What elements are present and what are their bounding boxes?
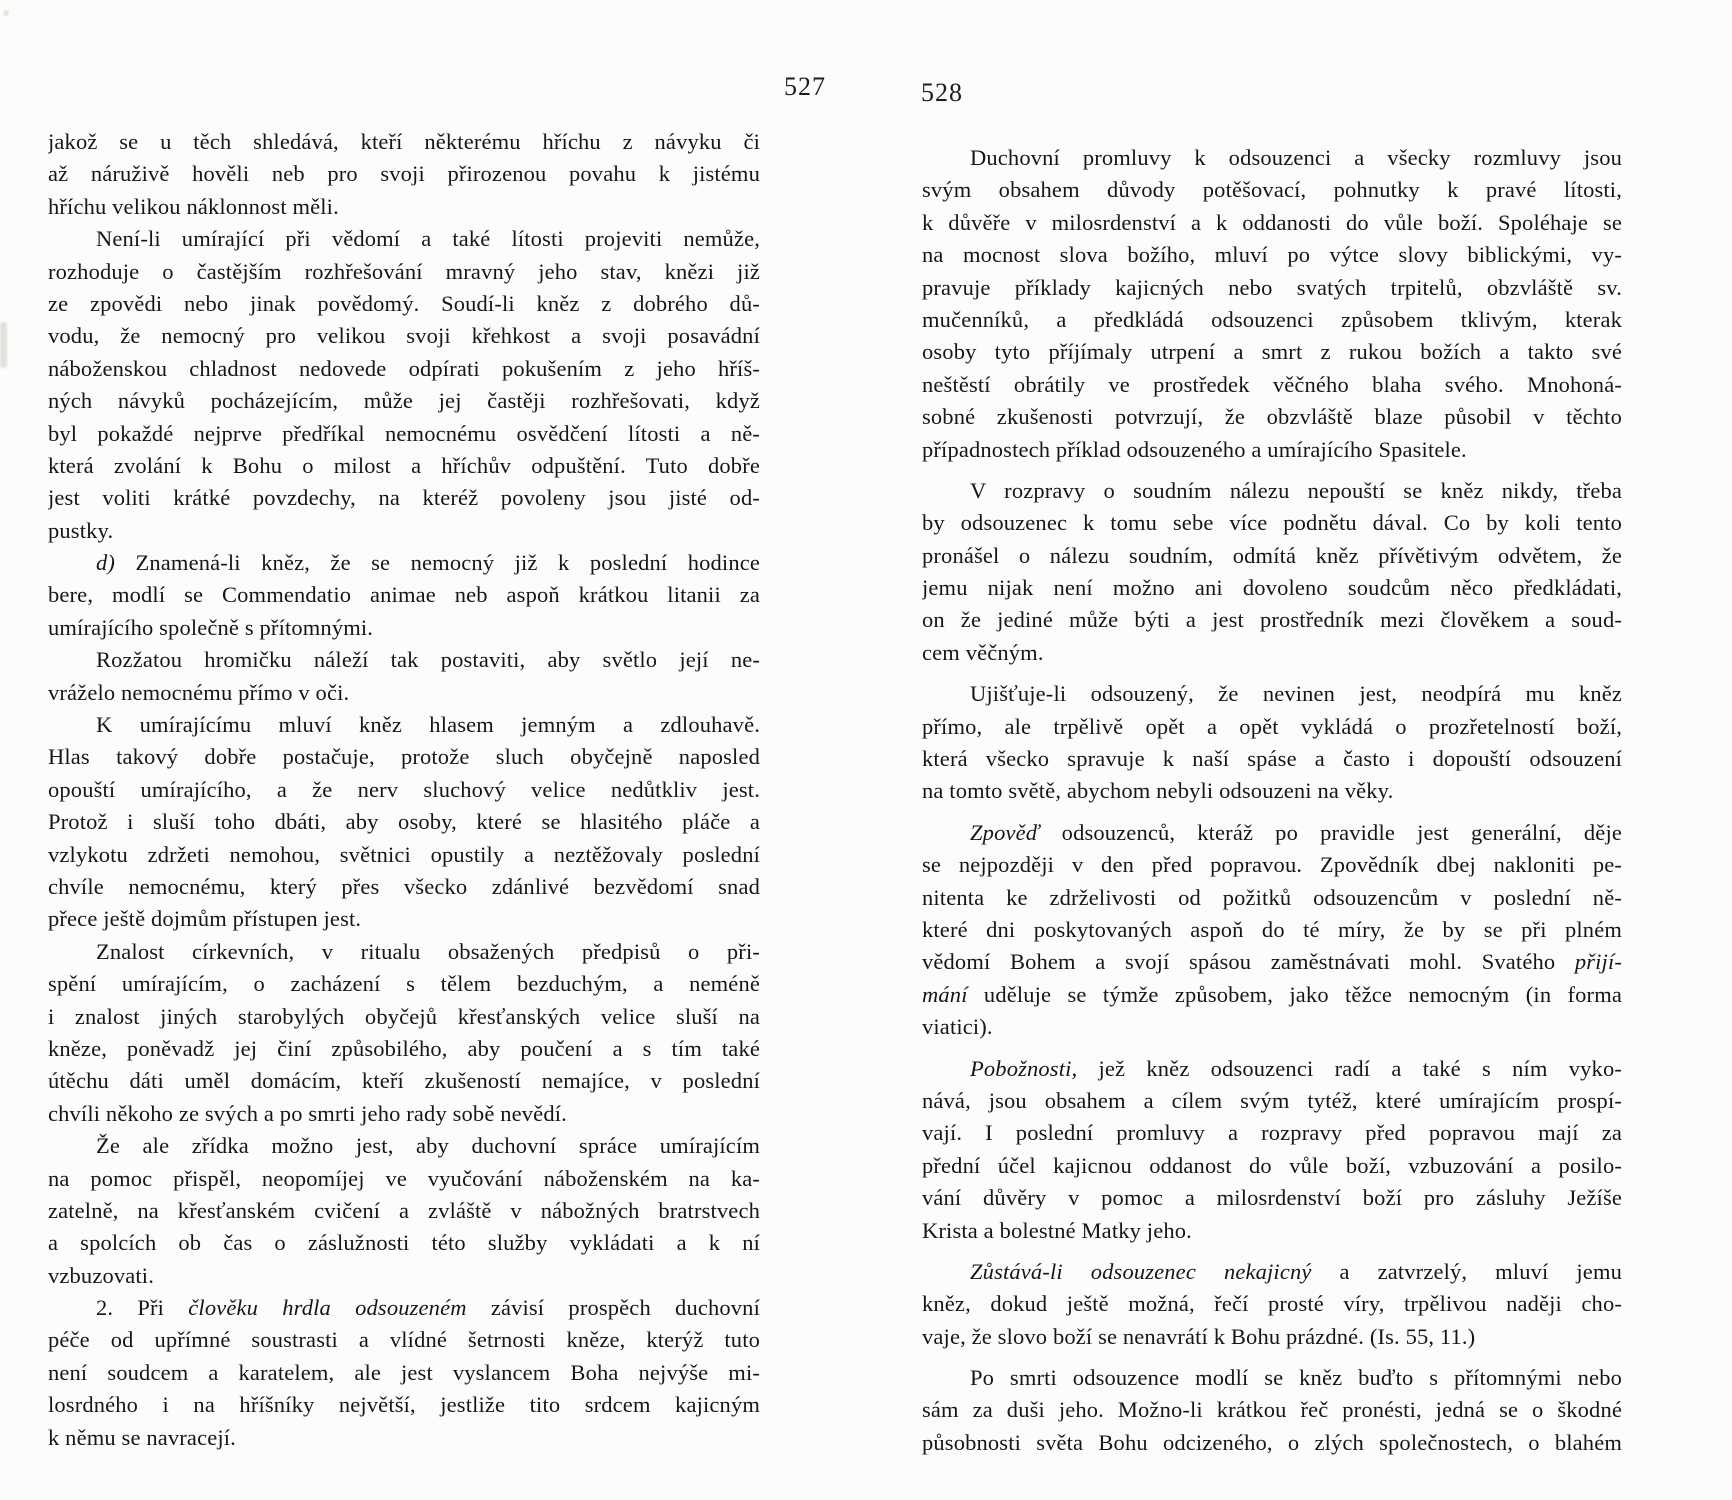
text-line xyxy=(922,882,1622,914)
text-segment: chvíli někoho ze svých a po smrti jeho rady sobě nevědí. xyxy=(48,1100,567,1126)
text-line xyxy=(48,677,760,709)
text-line xyxy=(48,579,760,611)
text-segment: viatici). xyxy=(922,1014,993,1040)
text-segment: Rozžatou hromičku náleží tak postaviti, aby světlo její ne- xyxy=(96,647,760,673)
text-line xyxy=(922,336,1622,368)
text-segment: působnosti světa Bohu odcizeného, o zlých společnostech, o blahém xyxy=(922,1429,1622,1455)
right-text-column xyxy=(922,142,1622,1459)
text-segment: pravuje příklady kajicných nebo svatých trpitelů, obzvláště sv. xyxy=(922,274,1622,300)
text-segment: jež kněz odsouzenci radí a také s ním vyko- xyxy=(1077,1055,1622,1081)
italic-text-segment: Pobožnosti, xyxy=(970,1055,1078,1081)
text-segment: Není-li umírající při vědomí a také lítosti projeviti nemůže, xyxy=(96,226,760,252)
text-segment: svým obsahem důvody potěšovací, pohnutky k pravé lítosti, xyxy=(922,177,1622,203)
text-segment: vzlykotu zdržeti nemohou, světnici opustily a neztěžovaly poslední xyxy=(48,841,760,867)
text-segment: sám za duši jeho. Možno-li krátkou řeč pronésti, jedná se o škodné xyxy=(922,1397,1622,1423)
text-line xyxy=(48,1130,760,1162)
text-segment: on že jediné může býti a jest prostředník mezi člověkem a soud- xyxy=(922,607,1622,633)
text-segment: útěchu dáti uměl domácím, kteří zkušeností nemajíce, v poslední xyxy=(48,1068,760,1094)
text-line xyxy=(922,1321,1622,1353)
text-segment: ných návyků pocházejícím, může jej častěji rozhřešovati, když xyxy=(48,388,760,414)
italic-text-segment: d) xyxy=(96,550,136,576)
text-segment: pronášel o nálezu soudním, odmítá kněz přívětivým odvětem, že xyxy=(922,542,1622,568)
text-segment: K umírajícímu mluví kněz hlasem jemným a zdlouhavě. xyxy=(96,712,760,738)
text-segment: péče od upřímné soustrasti a vlídné šetrnosti kněze, kterýž tuto xyxy=(48,1327,760,1353)
text-segment: na pomoc přispěl, neopomíjej ve vyučování náboženském na ka- xyxy=(48,1165,760,1191)
text-segment: Protož i sluší toho dbáti, aby osoby, které se hlasitého pláče a xyxy=(48,809,760,835)
text-segment: až náruživě hověli neb pro svoji přirozenou povahu k jistému xyxy=(48,161,760,187)
text-line xyxy=(922,678,1622,710)
text-line xyxy=(48,158,760,190)
text-line xyxy=(922,475,1622,507)
text-segment: neštěstí obrátily ve prostředek věčného blaha svého. Mnohoná- xyxy=(922,371,1622,397)
text-segment: sobné zkušenosti potvrzují, že obzvláště blaze působil v těchto xyxy=(922,404,1622,430)
text-line xyxy=(48,644,760,676)
text-line xyxy=(922,1394,1622,1426)
text-line xyxy=(48,1422,760,1454)
text-line xyxy=(48,385,760,417)
text-line xyxy=(48,839,760,871)
italic-text-segment: Zpověď xyxy=(970,819,1040,845)
text-line xyxy=(922,1150,1622,1182)
text-segment: opouští umírajícího, a že nerv sluchový velice nedůtkliv jest. xyxy=(48,776,760,802)
text-segment: hříchu velikou náklonnost měli. xyxy=(48,193,339,219)
text-segment: V rozpravy o soudním nálezu nepouští se kněz nikdy, třeba xyxy=(970,477,1622,503)
text-segment: umírajícího společně s přítomnými. xyxy=(48,614,374,640)
text-segment: nitenta ke zdrželivosti od požitků odsouzencům v poslední ně- xyxy=(922,884,1622,910)
text-line xyxy=(922,914,1622,946)
text-line xyxy=(922,637,1622,669)
text-segment: Duchovní promluvy k odsouzenci a všecky rozmluvy jsou xyxy=(970,145,1622,170)
text-segment: Znamená-li kněz, že se nemocný již k poslední hodince xyxy=(135,550,760,576)
text-line xyxy=(48,709,760,741)
text-line xyxy=(922,207,1622,239)
text-segment: chvíle nemocnému, který přes všecko zdánlivé bezvědomí snad xyxy=(48,873,760,899)
text-line xyxy=(922,434,1622,466)
text-segment: ze zpovědi nebo jinak povědomý. Soudí-li kněz z dobrého dů- xyxy=(48,290,760,316)
text-line xyxy=(922,1362,1622,1394)
text-line xyxy=(922,401,1622,433)
text-segment: Hlas takový dobře postačuje, protože sluch obyčejně naposled xyxy=(48,744,760,770)
text-segment: pustky. xyxy=(48,517,114,543)
text-line xyxy=(48,871,760,903)
text-line xyxy=(922,572,1622,604)
text-line xyxy=(922,142,1622,174)
text-line xyxy=(48,1324,760,1356)
text-segment: 2. Při xyxy=(96,1295,189,1321)
text-segment: odsouzenců, kteráž po pravidle jest generální, děje xyxy=(1039,819,1622,845)
text-line xyxy=(48,1163,760,1195)
text-segment: na mocnost slova božího, mluví po výtce slovy biblickými, vy- xyxy=(922,242,1622,268)
text-line xyxy=(922,1053,1622,1085)
text-segment: by odsouzenec k tomu sebe více podnětu dával. Co by koli tento xyxy=(922,510,1622,536)
text-line xyxy=(48,515,760,547)
text-segment: k důvěře v milosrdenství a k oddanosti do vůle boží. Spoléhaje se xyxy=(922,209,1622,235)
text-line xyxy=(922,1011,1622,1043)
scan-smudge-artifact xyxy=(0,322,7,368)
text-segment: nává, jsou obsahem a cílem svým tytéž, které umírajícím prospí- xyxy=(922,1087,1622,1113)
text-line xyxy=(48,450,760,482)
text-line xyxy=(48,1357,760,1389)
text-line xyxy=(48,353,760,385)
text-segment: a spolcích ob čas o záslužnosti této služby vykládati a k ní xyxy=(48,1230,760,1256)
text-line xyxy=(48,1227,760,1259)
text-line xyxy=(922,979,1622,1011)
text-segment: náboženskou chladnost nedovede odpírati pokušením z jeho hříš- xyxy=(48,355,760,381)
text-line xyxy=(48,903,760,935)
text-segment: vodu, že nemocný pro velikou svoji křehkost a svoji posavádní xyxy=(48,323,760,349)
text-line xyxy=(922,304,1622,336)
text-segment: vaje, že slovo boží se nenavrátí k Bohu prázdné. (Is. 55, 11.) xyxy=(922,1323,1476,1349)
text-segment: závisí prospěch duchovní xyxy=(466,1295,760,1321)
text-line xyxy=(922,1182,1622,1214)
text-line xyxy=(48,1195,760,1227)
text-line xyxy=(48,612,760,644)
text-line xyxy=(922,1288,1622,1320)
text-segment: případnostech příklad odsouzeného a umírajícího Spasitele. xyxy=(922,436,1467,462)
text-line xyxy=(48,1098,760,1130)
text-segment: která všecko spravuje k naší spáse a často i dopouští odsouzení xyxy=(922,746,1622,772)
text-segment: rozhoduje o častějším rozhřešování mravný jeho stav, knězi již xyxy=(48,258,760,284)
scan-speck-artifact xyxy=(3,10,9,16)
text-segment: se nejpozději v den před popravou. Zpovědník dbej nakloniti pe- xyxy=(922,852,1622,878)
text-segment: Znalost církevních, v ritualu obsažených předpisů o při- xyxy=(96,938,760,964)
text-line xyxy=(922,775,1622,807)
text-line xyxy=(922,239,1622,271)
text-line xyxy=(48,1389,760,1421)
text-segment: které dni poskytovaných aspoň do té míry, že by se při plném xyxy=(922,916,1622,942)
text-line xyxy=(48,1001,760,1033)
text-segment: jakož se u těch shledává, kteří některému hříchu z návyku či xyxy=(48,129,760,154)
left-text-column xyxy=(48,126,760,1454)
text-segment: jemu nijak není možno ani dovoleno soudcům něco předkládati, xyxy=(922,575,1622,601)
text-segment: která zvolání k Bohu o milost a hříchův odpuštění. Tuto dobře xyxy=(48,452,760,478)
text-line xyxy=(48,288,760,320)
text-line xyxy=(48,1292,760,1324)
text-line xyxy=(48,806,760,838)
text-line xyxy=(922,174,1622,206)
text-segment: Ujišťuje-li odsouzený, že nevinen jest, neodpírá mu kněz xyxy=(970,681,1622,707)
text-line xyxy=(48,482,760,514)
italic-text-segment: přijí- xyxy=(1574,949,1622,975)
text-segment: přece ještě dojmům přístupen jest. xyxy=(48,906,362,932)
text-segment: cem věčným. xyxy=(922,639,1044,665)
text-line xyxy=(48,126,760,158)
text-segment: bere, modlí se Commendatio animae neb aspoň krátkou litanii za xyxy=(48,582,760,608)
text-line xyxy=(922,507,1622,539)
text-line xyxy=(922,946,1622,978)
text-line xyxy=(922,711,1622,743)
text-line xyxy=(922,1085,1622,1117)
text-segment: na tomto světě, abychom nebyli odsouzeni na věky. xyxy=(922,778,1394,804)
text-line xyxy=(48,547,760,579)
text-segment: není soudcem a karatelem, ale jest vyslancem Boha nejvýše mi- xyxy=(48,1359,760,1385)
text-line xyxy=(922,604,1622,636)
text-line xyxy=(922,1215,1622,1247)
text-line xyxy=(48,223,760,255)
text-segment: uděluje se týmže způsobem, jako těžce nemocným (in forma xyxy=(967,981,1622,1007)
text-line xyxy=(922,1256,1622,1288)
text-line xyxy=(48,256,760,288)
text-segment: přední účel kajicnou oddanost do vůle boží, vzbuzování a posilo- xyxy=(922,1152,1622,1178)
text-line xyxy=(48,968,760,1000)
text-segment: zatelně, na křesťanském cvičení a zvláště v nábožných bratrstvech xyxy=(48,1197,760,1223)
text-line xyxy=(922,849,1622,881)
text-line xyxy=(922,540,1622,572)
text-segment: spění umírajícím, o zacházení s tělem bezduchým, a neméně xyxy=(48,971,760,997)
italic-text-segment: člověku hrdla odsouzeném xyxy=(188,1295,467,1321)
text-segment: vráželo nemocnému přímo v oči. xyxy=(48,679,350,705)
text-segment: jest voliti krátké povzdechy, na kteréž povoleny jsou jisté od- xyxy=(48,485,760,511)
text-line xyxy=(48,1065,760,1097)
page-number-left: 527 xyxy=(784,72,826,101)
text-line xyxy=(48,1260,760,1292)
italic-text-segment: Zůstává-li odsouzenec nekajicný xyxy=(970,1258,1312,1284)
text-segment: kněz, dokud ještě možná, řečí prosté víry, trpělivou naději cho- xyxy=(922,1291,1622,1317)
text-segment: Krista a bolestné Matky jeho. xyxy=(922,1217,1192,1243)
page-number-right: 528 xyxy=(921,78,963,107)
text-segment: vají. I poslední promluvy a rozpravy před popravou mají za xyxy=(922,1120,1622,1146)
text-line xyxy=(48,320,760,352)
text-line xyxy=(922,817,1622,849)
text-line xyxy=(48,741,760,773)
text-line xyxy=(922,369,1622,401)
text-line xyxy=(48,774,760,806)
text-line xyxy=(922,743,1622,775)
text-line xyxy=(48,418,760,450)
text-segment: Po smrti odsouzence modlí se kněz buďto s přítomnými nebo xyxy=(970,1365,1622,1391)
text-line xyxy=(48,1033,760,1065)
text-segment: losrdného i na hříšníky největší, jestliže tito srdcem kajicným xyxy=(48,1392,760,1418)
text-segment: přímo, ale trpělivě opět a opět vykládá o prozřetelností boží, xyxy=(922,713,1622,739)
italic-text-segment: mání xyxy=(922,981,968,1007)
text-line xyxy=(922,1117,1622,1149)
text-segment: Že ale zřídka možno jest, aby duchovní spráce umírajícím xyxy=(96,1133,760,1159)
text-segment: k němu se navracejí. xyxy=(48,1424,236,1450)
text-segment: vědomí Bohem a svojí spásou zaměstnávati mohl. Svatého xyxy=(922,949,1575,975)
text-segment: kněze, poněvadž jej činí způsobilého, aby poučení a s tím také xyxy=(48,1035,760,1061)
text-segment: osoby tyto příjímaly utrpení a smrt z rukou božích a takto své xyxy=(922,339,1622,365)
text-line xyxy=(48,191,760,223)
text-line xyxy=(922,1427,1622,1459)
text-segment: a zatvrzelý, mluví jemu xyxy=(1311,1258,1622,1284)
text-segment: vzbuzovati. xyxy=(48,1262,154,1288)
text-line xyxy=(48,936,760,968)
text-segment: vání důvěry v pomoc a milosrdenství boží pro zásluhy Ježíše xyxy=(922,1185,1622,1211)
text-segment: byl pokaždé nejprve předříkal nemocnému osvědčení lítosti a ně- xyxy=(48,420,760,446)
text-line xyxy=(922,272,1622,304)
text-segment: mučenníků, a předkládá odsouzenci způsobem tklivým, kterak xyxy=(922,306,1622,332)
text-segment: i znalost jiných starobylých obyčejů křesťanských velice sluší na xyxy=(48,1003,760,1029)
